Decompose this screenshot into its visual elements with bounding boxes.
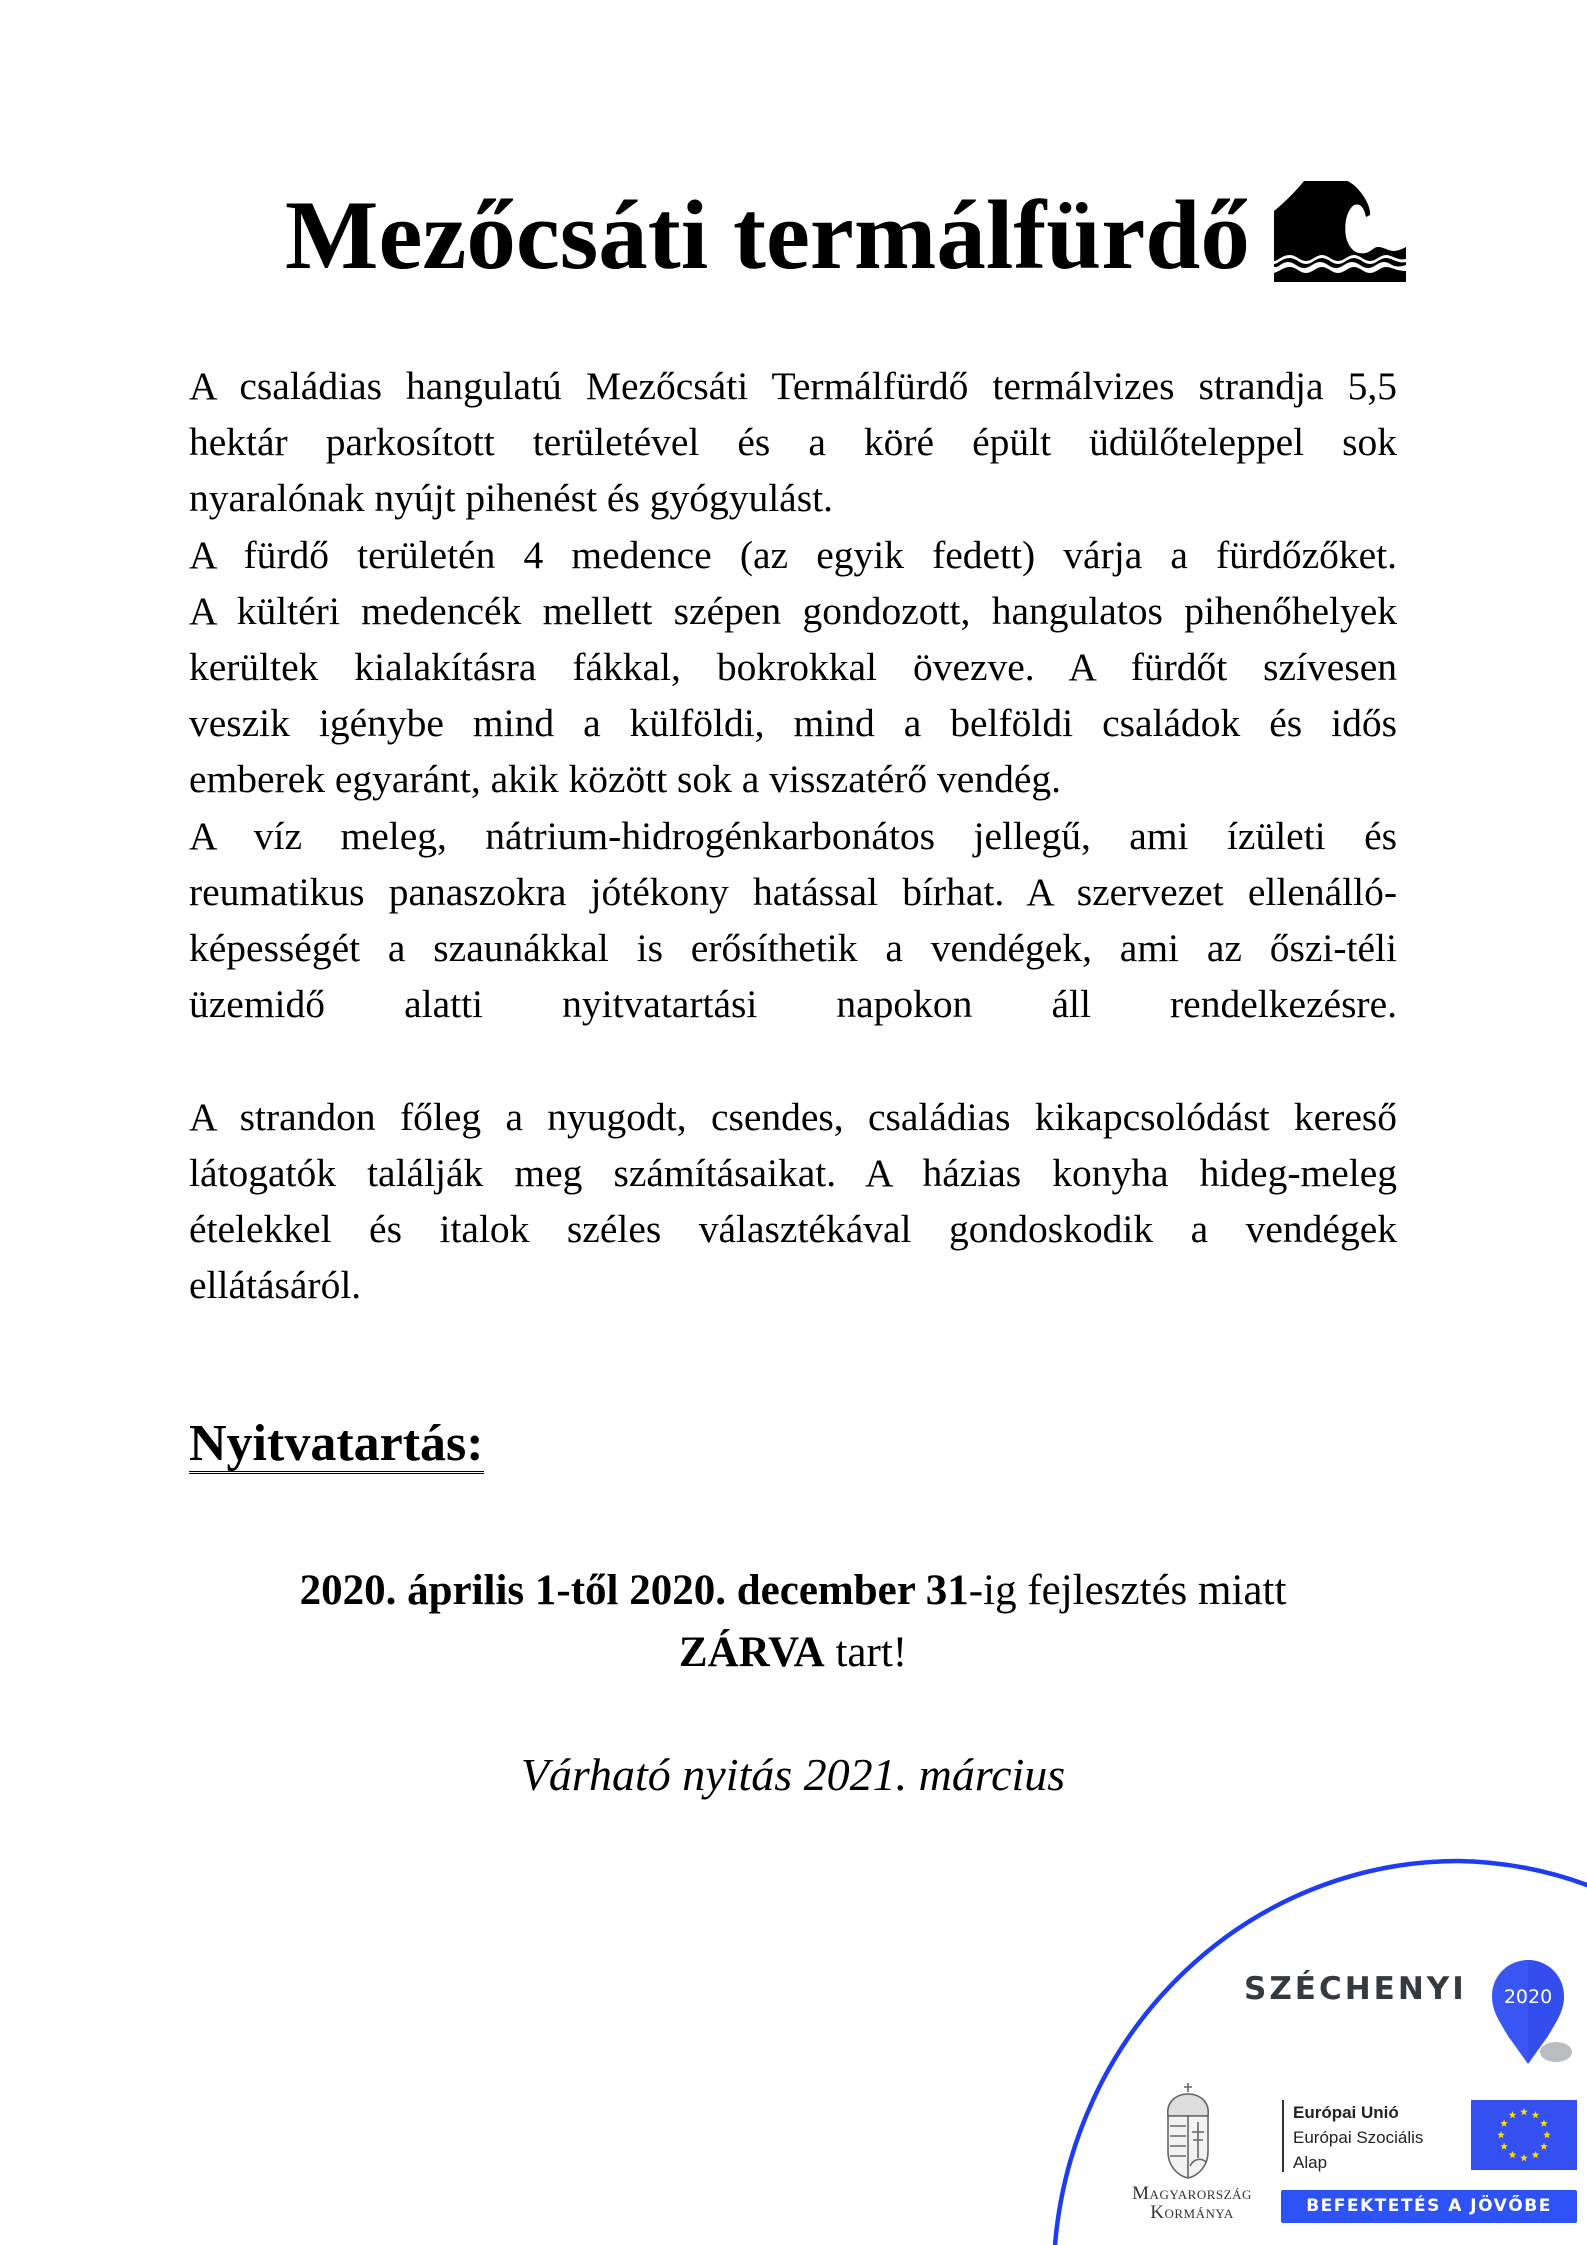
government-line-2: Kormánya bbox=[1150, 2202, 1234, 2223]
text-line: kerültek kialakításra fákkal, bokrokkal övezve. A fürdőt szívesen bbox=[189, 645, 1397, 690]
pin-year: 2020 bbox=[1503, 1986, 1553, 2008]
pin-shadow bbox=[1540, 2042, 1572, 2062]
paragraph-pools bbox=[189, 527, 1397, 808]
expected-reopening: Várható nyitás 2021. március bbox=[520, 1749, 1066, 1800]
wave-crest-shape bbox=[1274, 181, 1406, 268]
text-line: A strandon főleg a nyugodt, csendes, családias kikapcsolódást kereső bbox=[189, 1094, 1397, 1139]
eu-flag-icon bbox=[1471, 2100, 1577, 2170]
eu-line-3: Alap bbox=[1293, 2153, 1328, 2172]
text-line: A családias hangulatú Mezőcsáti Termálfürdő termálvizes strandja 5,5 bbox=[189, 364, 1397, 408]
text-line: képességét a szaunákkal is erősíthetik a vendégek, ami az őszi-téli bbox=[189, 926, 1397, 971]
text-line: ételekkel és italok széles választékával gondoskodik a vendégek bbox=[189, 1207, 1397, 1252]
crown-cross bbox=[1184, 2083, 1192, 2092]
closed-label: ZÁRVA bbox=[678, 1629, 825, 1676]
closure-notice bbox=[189, 1560, 1397, 1684]
szechenyi-2020-pin-icon bbox=[1490, 1956, 1587, 2068]
szechenyi-logo-text: SZÉCHENYI bbox=[1244, 1971, 1467, 2007]
text-line: A víz meleg, nátrium-hidrogénkarbonátos jellegű, ami ízületi és bbox=[189, 813, 1397, 858]
eu-fund-text bbox=[1293, 2100, 1423, 2175]
text-line: nyaralónak nyújt pihenést és gyógyulást. bbox=[189, 476, 833, 521]
opening-hours-heading-text: Nyitvatartás: bbox=[189, 1415, 484, 1472]
text-line: A fürdő területén 4 medence (az egyik fedett) várja a fürdőzőket. bbox=[189, 532, 1397, 577]
wave-icon bbox=[1274, 181, 1406, 282]
closure-dates: 2020. április 1-től 2020. december 31 bbox=[299, 1567, 969, 1614]
government-line-1: Magyarország bbox=[1132, 2183, 1252, 2204]
government-logo-text bbox=[1108, 2184, 1276, 2222]
paragraph-water bbox=[189, 808, 1397, 1033]
text-line: reumatikus panaszokra jótékony hatással bírhat. A szervezet ellenálló- bbox=[189, 869, 1397, 914]
text-line: hektár parkosított területével és a köré épült üdülőteleppel sok bbox=[189, 420, 1397, 465]
paragraph-intro bbox=[189, 358, 1397, 527]
text-line: A kültéri medencék mellett szépen gondozott, hangulatos pihenőhelyek bbox=[189, 588, 1397, 633]
page-title: Mezőcsáti termálfürdő bbox=[285, 181, 1250, 290]
body-text bbox=[189, 358, 1397, 1313]
closed-suffix: tart! bbox=[824, 1629, 908, 1676]
text-line: veszik igénybe mind a külföldi, mind a belföldi családok és idős bbox=[189, 701, 1397, 746]
eu-line-2: Európai Szociális bbox=[1293, 2128, 1424, 2147]
investment-banner: BEFEKTETÉS A JÖVŐBE bbox=[1281, 2190, 1577, 2223]
text-line: látogatók találják meg számításaikat. A házias konyha hideg-meleg bbox=[189, 1150, 1397, 1195]
opening-hours-heading bbox=[189, 1415, 484, 1474]
text-line: emberek egyaránt, akik között sok a visszatérő vendég. bbox=[189, 757, 1061, 802]
closure-reason: -ig fejlesztés miatt bbox=[968, 1567, 1287, 1614]
text-line: üzemidő alatti nyitvatartási napokon áll rendelkezésre. bbox=[189, 982, 1397, 1027]
paragraph-visitors bbox=[189, 1089, 1397, 1314]
text-line: ellátásáról. bbox=[189, 1263, 362, 1308]
blank-line bbox=[189, 1032, 1397, 1088]
hungarian-coat-of-arms-icon bbox=[1160, 2082, 1216, 2180]
logo-divider bbox=[1282, 2100, 1284, 2172]
wave-line-shape bbox=[1274, 267, 1406, 282]
eu-line-1: Európai Unió bbox=[1293, 2103, 1399, 2122]
crown bbox=[1168, 2094, 1209, 2116]
